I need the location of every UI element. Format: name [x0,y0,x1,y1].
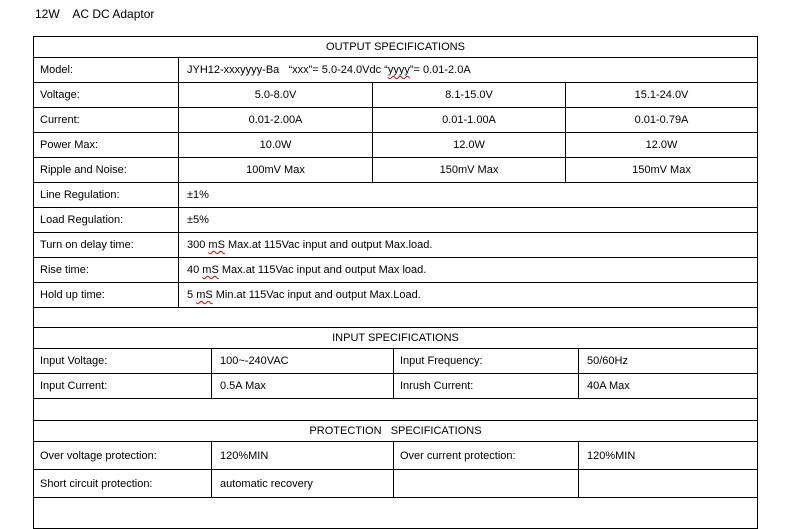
current-range-2: 0.01-1.00A [373,108,566,132]
rise-time-label: Rise time: [34,258,179,282]
input-frequency-value: 50/60Hz [587,355,628,367]
row-input-voltage-frequency [34,349,757,374]
rise-time-value [179,258,757,282]
input-section-title: INPUT SPECIFICATIONS [332,332,459,344]
row-rise-time [34,258,757,283]
voltage-range-2: 8.1-15.0V [373,83,566,107]
line-regulation-label: Line Regulation: [34,183,179,207]
bottom-partial-cell [34,498,757,528]
spacer-cell [34,399,757,420]
over-voltage-protection-value: 120%MIN [212,442,394,469]
input-voltage-value: 100~-240VAC [212,349,394,373]
over-voltage-protection-label: Over voltage protection: [34,442,212,469]
row-line-regulation [34,183,757,208]
ripple-noise-1: 100mV Max [179,158,373,182]
hold-up-time-label: Hold up time: [34,283,179,307]
short-circuit-protection-label: Short circuit protection: [34,470,212,497]
power-max-label: Power Max: [34,133,179,157]
misspelled-text: yyyy [387,64,410,76]
power-max-2: 12.0W [373,133,566,157]
row-input-inrush-current [34,374,757,399]
protection-section-header-row [34,421,757,442]
spacer-row [34,308,757,328]
current-label: Current: [34,108,179,132]
page-title: 12W AC DC Adaptor [35,7,155,21]
voltage-label: Voltage: [34,83,179,107]
output-section-title: OUTPUT SPECIFICATIONS [326,41,465,53]
model-label: Model: [34,58,179,82]
voltage-range-1: 5.0-8.0V [179,83,373,107]
turn-on-delay-value [179,233,757,257]
input-section-header-row [34,328,757,349]
input-current-value: 0.5A Max [212,374,394,398]
row-load-regulation [34,208,757,233]
text-segment: ±5% [187,214,209,226]
over-current-protection-label: Over current protection: [394,442,579,469]
bottom-partial-row [34,498,757,528]
row-current [34,108,757,133]
model-value [179,58,757,82]
input-current-label: Input Current: [34,374,212,398]
text-segment: Max.at 115Vac input and output Max load. [218,264,427,276]
text-segment: Max.at 115Vac input and output Max.load. [224,239,433,251]
spacer-row [34,399,757,421]
text-segment: JYH12-xxxyyyy-Ba “xxx”= 5.0-24.0Vdc “ [187,64,388,76]
row-model [34,58,757,83]
voltage-range-3: 15.1-24.0V [634,89,689,101]
line-regulation-value [179,183,757,207]
misspelled-text: mS [208,239,225,251]
text-segment: 5 [187,289,197,301]
spacer-cell [34,308,757,327]
load-regulation-value [179,208,757,232]
over-current-protection-value: 120%MIN [587,449,636,462]
inrush-current-value: 40A Max [587,380,630,392]
input-voltage-label: Input Voltage: [34,349,212,373]
ripple-noise-3: 150mV Max [632,164,691,176]
text-segment: 300 [187,239,209,251]
misspelled-text: mS [196,289,213,301]
row-hold-up-time [34,283,757,308]
power-max-3: 12.0W [645,139,678,151]
load-regulation-label: Load Regulation: [34,208,179,232]
input-frequency-label: Input Frequency: [394,349,579,373]
row-over-voltage-current-protection [34,442,757,470]
current-range-1: 0.01-2.00A [179,108,373,132]
inrush-current-label: Inrush Current: [394,374,579,398]
protection-section-title: PROTECTION SPECIFICATIONS [309,425,482,437]
row-power-max [34,133,757,158]
text-segment: 40 [187,264,203,276]
row-short-circuit-protection [34,470,757,498]
ripple-noise-label: Ripple and Noise: [34,158,179,182]
spec-table [33,36,758,529]
text-segment: ±1% [187,189,209,201]
hold-up-time-value [179,283,757,307]
misspelled-text: mS [202,264,219,276]
turn-on-delay-label: Turn on delay time: [34,233,179,257]
row-ripple-noise [34,158,757,183]
power-max-1: 10.0W [179,133,373,157]
text-segment: ”= 0.01-2.0A [409,64,471,76]
row-voltage [34,83,757,108]
short-circuit-protection-value: automatic recovery [212,470,394,497]
ripple-noise-2: 150mV Max [373,158,566,182]
output-section-header-row [34,37,757,58]
current-range-3: 0.01-0.79A [634,114,689,126]
protection-empty-cell-1 [394,470,579,497]
row-turn-on-delay [34,233,757,258]
protection-empty-cell-2 [579,470,757,497]
text-segment: Min.at 115Vac input and output Max.Load. [212,289,421,301]
